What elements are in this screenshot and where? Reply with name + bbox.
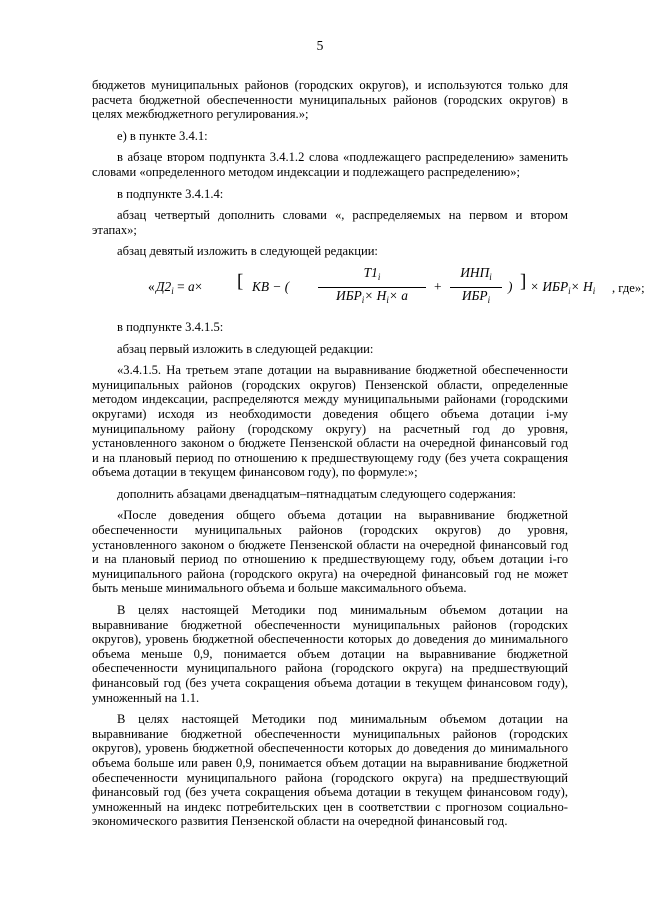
page-number: 5 [316,38,324,53]
paragraph: «3.4.1.5. На третьем этапе дотации на выравнивание бюджетной обеспеченности муниципальных районов (городских округов) Пензенской области, определенные методом индексации, распределяются между муниципальными районами (городскими округами) исходя из необходимости доведения общего объема дотации i-му муниципальному району (городскому округу) на расчетный год до уровня, установленного законом о бюджете Пензенской области на очередной финансовый год и на плановый период по отношению к предшествующему году (без учета сокращения объема дотации в текущем финансовом году), по формуле:»; [92,363,568,480]
paragraph: в подпункте 3.4.1.5: [117,319,224,334]
paragraph: абзац четвертый дополнить словами «, распределяемых на первом и втором этапах»; [92,208,568,237]
formula [92,264,645,310]
document-body [92,78,645,836]
paragraph: в абзаце втором подпункта 3.4.1.2 слова «подлежащего распределению» заменить словами «определенного методом индексации и подлежащего распределению»; [92,150,568,179]
formula-bracket-close: ] [520,270,527,292]
paragraph: В целях настоящей Методики под минимальным объемом дотации на выравнивание бюджетной обеспеченности муниципальных районов (городских округов), уровень бюджетной обеспеченности которых до доведения до минимального объема больше или равен 0,9, понимается объем дотации на выравнивание бюджетной обеспеченности муниципального района (городского округа) на предшествующий финансовый год (без учета сокращения объема дотации в текущем финансовом году), умноженный на индекс потребительских цен в соответствии с прогнозом социально-экономического развития Пензенской области на очередной финансовый год. [92,712,568,829]
paragraph: абзац девятый изложить в следующей редакции: [117,244,378,259]
formula-close-paren: ) [508,278,513,294]
formula-lhs: $Д2_i = a\times$ [156,278,203,296]
paragraph: «После доведения общего объема дотации на выравнивание бюджетной обеспеченности муниципальных районов (городских округов) до уровня, установленного законом о бюджете Пензенской области на очередной финансовый год и на плановый период по отношению к предшествующему году, объем дотации i-го муниципального района (городского округа) на очередной финансовый год не может быть меньше минимального объема и больше максимального объема. [92,508,568,596]
paragraph: дополнить абзацами двенадцатым–пятнадцатым следующего содержания: [117,486,517,501]
formula-where: , где»; [612,280,645,295]
formula-kv: КВ − ( [252,278,290,294]
formula-plus: + [434,278,442,294]
paragraph: бюджетов муниципальных районов (городских округов), и используются только для расчета бюджетной обеспеченности муниципальных районов (городских округов) в целях межбюджетного регулирования.»; [92,78,568,122]
formula-open-quote: « [148,278,155,294]
formula-tail: × $ИБР_i\times Н_i$ [530,278,596,296]
paragraph: В целях настоящей Методики под минимальным объемом дотации на выравнивание бюджетной обеспеченности муниципальных районов (городских округов), уровень бюджетной обеспеченности которых до доведения до минимального объема меньше 0,9, понимается объем дотации на выравнивание бюджетной обеспеченности муниципального района (городского округа) на предшествующий финансовый год (без учета сокращения объема дотации в текущем финансовом году), умноженный на 1.1. [92,603,568,705]
formula-fraction-1: $Т1_i$ $ИБР_i\times Н_i\times a$ [318,266,426,307]
paragraph: абзац первый изложить в следующей редакции: [117,341,374,356]
paragraph: е) в пункте 3.4.1: [117,128,208,143]
formula-bracket-open: [ [237,270,244,292]
formula-fraction-2: $ИНП_i$ $ИБР_i$ [450,266,502,307]
paragraph: в подпункте 3.4.1.4: [117,186,224,201]
